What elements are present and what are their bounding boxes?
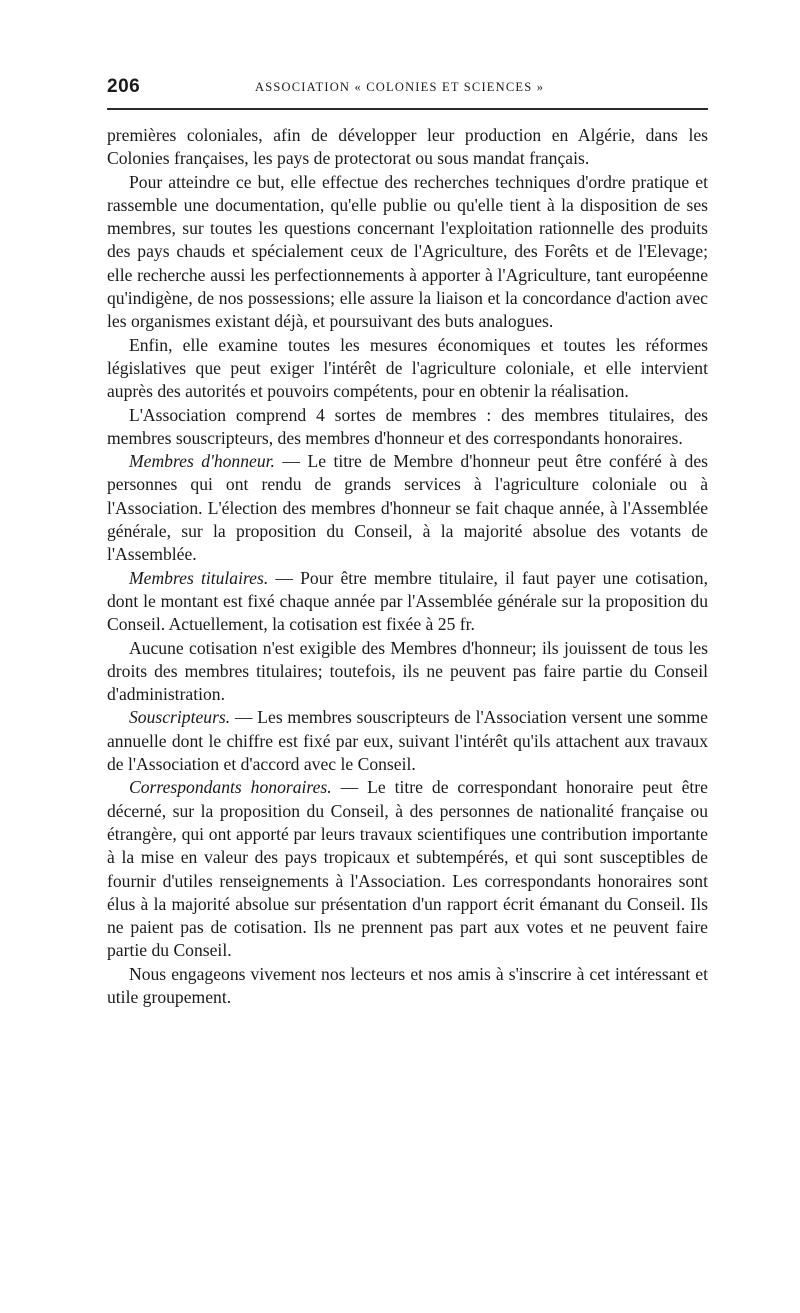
paragraph-subscribers [107, 706, 708, 776]
paragraph-text: — Les membres souscripteurs de l'Association versent une somme annuelle dont le chiffre est fixé par eux, suivant l'intérêt qu'ils attachent aux travaux de l'Association et d'accord avec le Conseil. [107, 707, 708, 775]
body-text [107, 124, 708, 1009]
paragraph-text: premières coloniales, afin de développer leur production en Algérie, dans les Colonies françaises, les pays de protectorat ou sous mandat français. [107, 125, 708, 169]
paragraph-member-types [107, 404, 708, 451]
paragraph-text: Aucune cotisation n'est exigible des Membres d'honneur; ils jouissent de tous les droits des membres titulaires; toutefois, ils ne peuvent pas faire partie du Conseil d'administration. [107, 637, 708, 705]
paragraph-text: L'Association comprend 4 sortes de membres : des membres titulaires, des membres souscripteurs, des membres d'honneur et des correspondants honoraires. [107, 404, 708, 448]
paragraph-lead: Souscripteurs. [129, 707, 231, 728]
paragraph-research [107, 171, 708, 334]
paragraph-lead: Membres titulaires. [129, 567, 269, 588]
running-head [107, 74, 708, 102]
paragraph-lead: Membres d'honneur. [129, 451, 275, 472]
paragraph-lead: Correspondants honoraires. [129, 777, 332, 798]
paragraph-text: Enfin, elle examine toutes les mesures économiques et toutes les réformes législatives que peut exiger l'intérêt de l'agriculture coloniale, et elle intervient auprès des autorités et pouvoirs compétents, pour en obtenir la réalisation. [107, 334, 708, 402]
paragraph-titular-members [107, 567, 708, 637]
paragraph-corresponding-members [107, 776, 708, 962]
paragraph-objectives-continued [107, 124, 708, 171]
header-rule [107, 108, 708, 110]
paragraph-honorary-members [107, 450, 708, 566]
paragraph-text: — Pour être membre titulaire, il faut payer une cotisation, dont le montant est fixé chaque année par l'Assemblée générale sur la proposition du Conseil. Actuellement, la cotisation est fixée à 25 fr. [107, 567, 708, 635]
paragraph-text: Nous engageons vivement nos lecteurs et nos amis à s'inscrire à cet intéressant et utile groupement. [107, 963, 708, 1007]
paragraph-text: — Le titre de correspondant honoraire peut être décerné, sur la proposition du Conseil, à des personnes de nationalité française ou étrangère, qui ont apporté par leurs travaux scientifiques une contribution importante à la mise en valeur des pays tropicaux et subtempérés, et qui sont susceptibles de fournir d'utiles renseignements à l'Association. Les correspondants honoraires sont élus à la majorité absolue sur présentation d'un rapport écrit émanant du Conseil. Ils ne paient pas de cotisation. Ils ne prennent pas part aux votes et ne peuvent faire partie du Conseil. [107, 777, 708, 961]
paragraph-economic-measures [107, 334, 708, 404]
paragraph-honorary-rights [107, 637, 708, 707]
paragraph-closing-appeal [107, 963, 708, 1010]
running-title: ASSOCIATION « COLONIES ET SCIENCES » [255, 80, 545, 94]
paragraph-text: — Le titre de Membre d'honneur peut être conféré à des personnes qui ont rendu de grands services à l'agriculture coloniale ou à l'Association. L'élection des membres d'honneur se fait chaque année, à l'Assemblée générale, sur la proposition du Conseil, à la majorité absolue des votants de l'Assemblée. [107, 451, 708, 565]
paragraph-text: Pour atteindre ce but, elle effectue des recherches techniques d'ordre pratique et rassemble une documentation, qu'elle publie ou qu'elle tient à la disposition de ses membres, sur toutes les questions concernant l'exploitation rationnelle des produits des pays chauds et spécialement ceux de l'Agriculture, des Forêts et de l'Elevage; elle recherche aussi les perfectionnements à apporter à l'Agriculture, tant européenne qu'indigène, de nos possessions; elle assure la liaison et la concordance d'action avec les organismes existant déjà, et poursuivant des buts analogues. [107, 171, 708, 332]
page-number: 206 [107, 76, 141, 97]
